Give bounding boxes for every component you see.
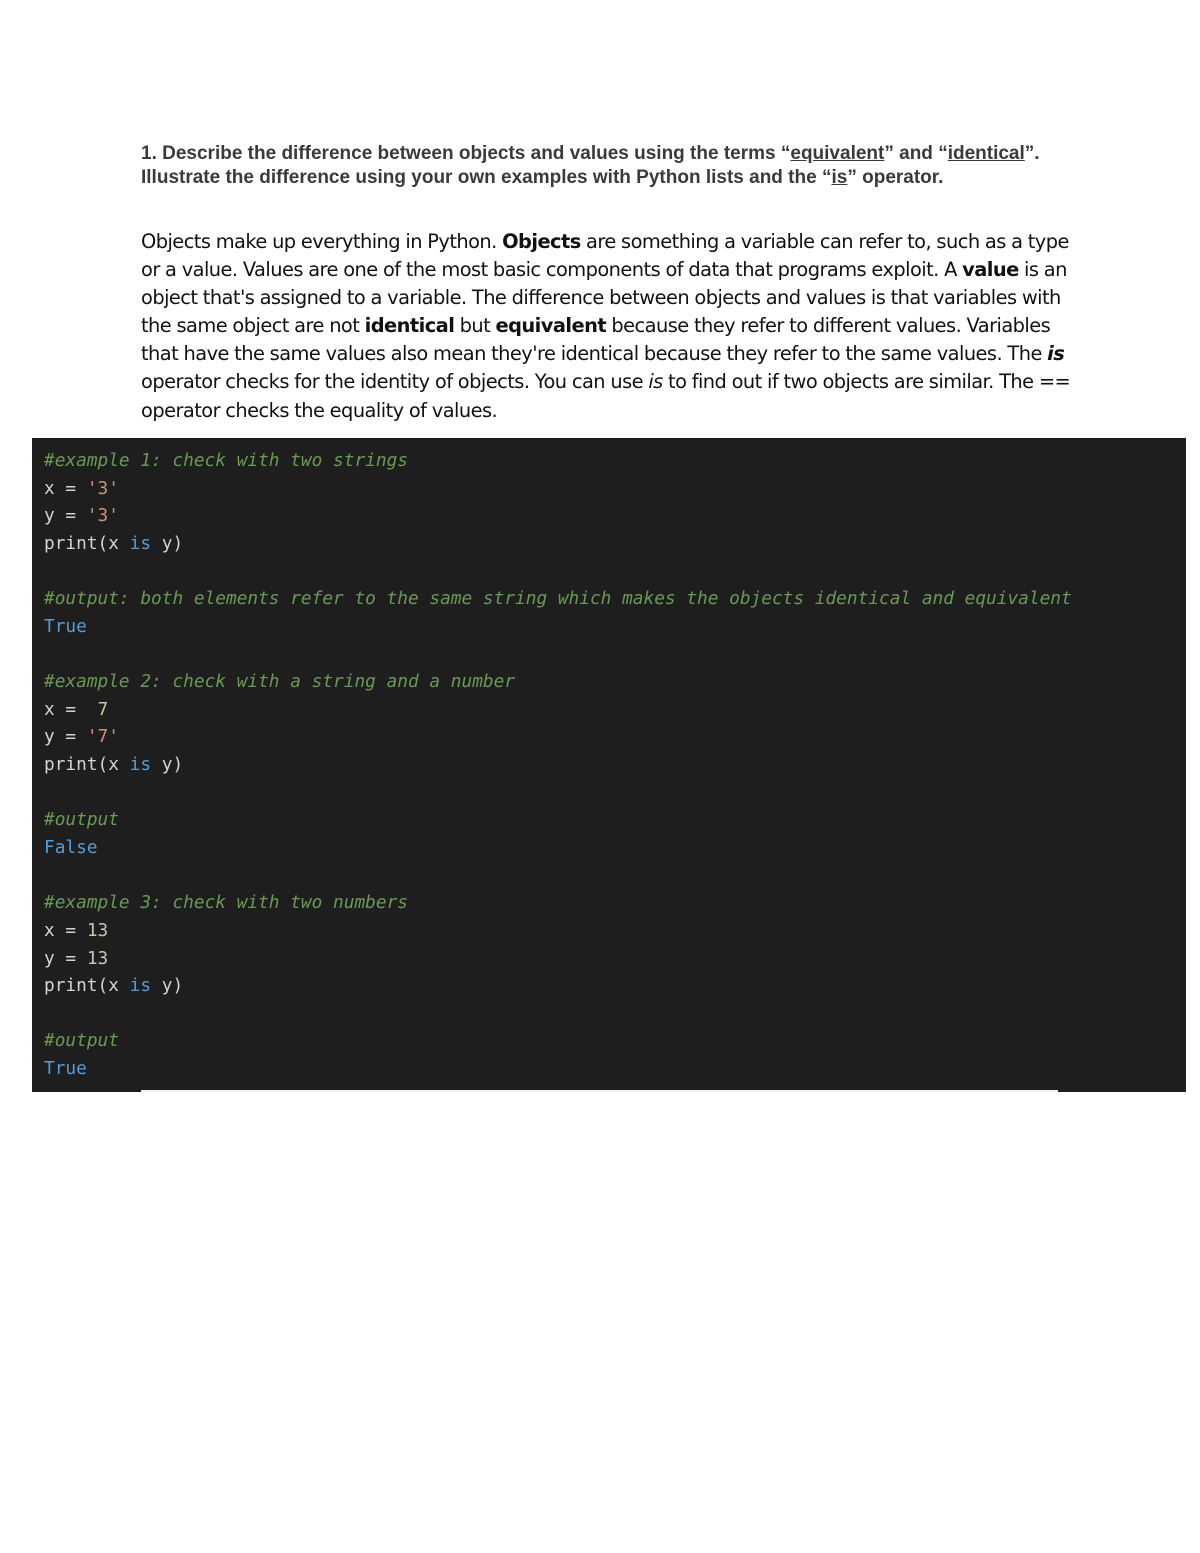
code-line (44, 585, 1072, 613)
answer-text-5: because they refer to different values. Variables that have the same values also mean they're identical because they refer to the same values. The (141, 314, 1051, 366)
code-token-plain: y = (44, 726, 87, 748)
code-line (44, 889, 1072, 917)
code-token-plain: print(x (44, 975, 130, 997)
answer-italic-is: is (648, 370, 663, 394)
code-token-plain: y = (44, 505, 87, 527)
code-line (44, 502, 1072, 530)
code-token-string: '7' (86, 726, 119, 748)
code-line (44, 917, 1072, 945)
code-token-plain: x = (44, 919, 87, 941)
code-token-comment: #example 2: check with a string and a number (44, 671, 516, 693)
answer-bold-value: value (962, 258, 1019, 282)
term-identical: identical (947, 143, 1025, 164)
code-blank-line (44, 862, 1072, 890)
code-token-plain: y) (151, 754, 184, 776)
answer-bold-identical: identical (364, 314, 455, 338)
code-token-comment: #output (44, 1030, 119, 1052)
code-token-plain: y) (151, 975, 184, 997)
code-line (44, 945, 1072, 973)
code-blank-line (44, 558, 1072, 586)
code-token-keyword: is (129, 754, 152, 776)
term-is: is (831, 166, 848, 188)
code-line (44, 613, 1072, 641)
code-line (44, 696, 1072, 724)
code-token-number: 13 (86, 919, 109, 941)
answer-text-2: are something a variable can refer to, such as a type or a value. Values are one of the most basic components of data that programs exploit. A (141, 230, 1069, 282)
code-token-comment: #example 3: check with two numbers (44, 892, 408, 914)
code-line (44, 834, 1072, 862)
question-text-part-2: ” and “ (884, 143, 948, 164)
code-token-plain: y = (44, 947, 87, 969)
code-line (44, 1055, 1072, 1083)
code-line (44, 668, 1072, 696)
question-heading (141, 142, 1051, 189)
code-block-divider (141, 1090, 1058, 1092)
code-token-keyword: True (44, 615, 87, 637)
answer-text-7: to find out if two objects are similar. The == operator checks the equality of values. (141, 370, 1071, 422)
code-blank-line (44, 779, 1072, 807)
code-line (44, 447, 1072, 475)
question-text-part-1: 1. Describe the difference between objects and values using the terms “ (141, 143, 791, 164)
code-token-plain: print(x (44, 754, 130, 776)
code-token-comment: #output (44, 809, 119, 831)
answer-bold-equivalent: equivalent (495, 314, 607, 338)
code-line (44, 475, 1072, 503)
code-token-plain: x = (44, 477, 87, 499)
code-token-keyword: is (129, 532, 152, 554)
code-token-comment: #example 1: check with two strings (44, 450, 408, 471)
code-block (32, 438, 1186, 1092)
answer-text-6: operator checks for the identity of objects. You can use (141, 370, 649, 394)
code-token-keyword: is (129, 975, 152, 997)
code-blank-line (44, 1000, 1072, 1028)
answer-bold-objects: Objects (502, 230, 581, 253)
code-token-string: '3' (86, 477, 119, 499)
question-text-part-4: ” operator. (847, 166, 944, 188)
code-line (44, 806, 1072, 834)
code-token-plain: x = (44, 698, 98, 720)
code-line (44, 723, 1072, 751)
code-blank-line (44, 640, 1072, 668)
term-equivalent: equivalent (790, 143, 885, 164)
answer-bold-italic-is: is (1047, 342, 1065, 366)
code-token-string: '3' (86, 505, 119, 527)
code-line (44, 972, 1072, 1000)
code-token-number: 13 (86, 947, 109, 969)
code-token-comment: #output: both elements refer to the same string which makes the objects identical and equivalent (44, 588, 1072, 610)
code-token-keyword: True (44, 1058, 87, 1080)
answer-paragraph (141, 228, 1076, 425)
answer-text-3: is an object that's assigned to a variable. The difference between objects and values is that variables with the same object are not (141, 258, 1067, 338)
answer-text-4: but (454, 314, 496, 338)
answer-text-1: Objects make up everything in Python. (141, 230, 503, 253)
question-text-part-3: ”. Illustrate the difference using your own examples with Python lists and the “ (141, 143, 1040, 188)
code-lines (44, 447, 1072, 1083)
code-token-keyword: False (44, 836, 98, 858)
code-token-number: 7 (97, 698, 109, 720)
code-line (44, 751, 1072, 779)
code-line (44, 530, 1072, 558)
code-token-plain: print(x (44, 532, 130, 554)
code-token-plain: y) (151, 532, 184, 554)
code-line (44, 1027, 1072, 1055)
